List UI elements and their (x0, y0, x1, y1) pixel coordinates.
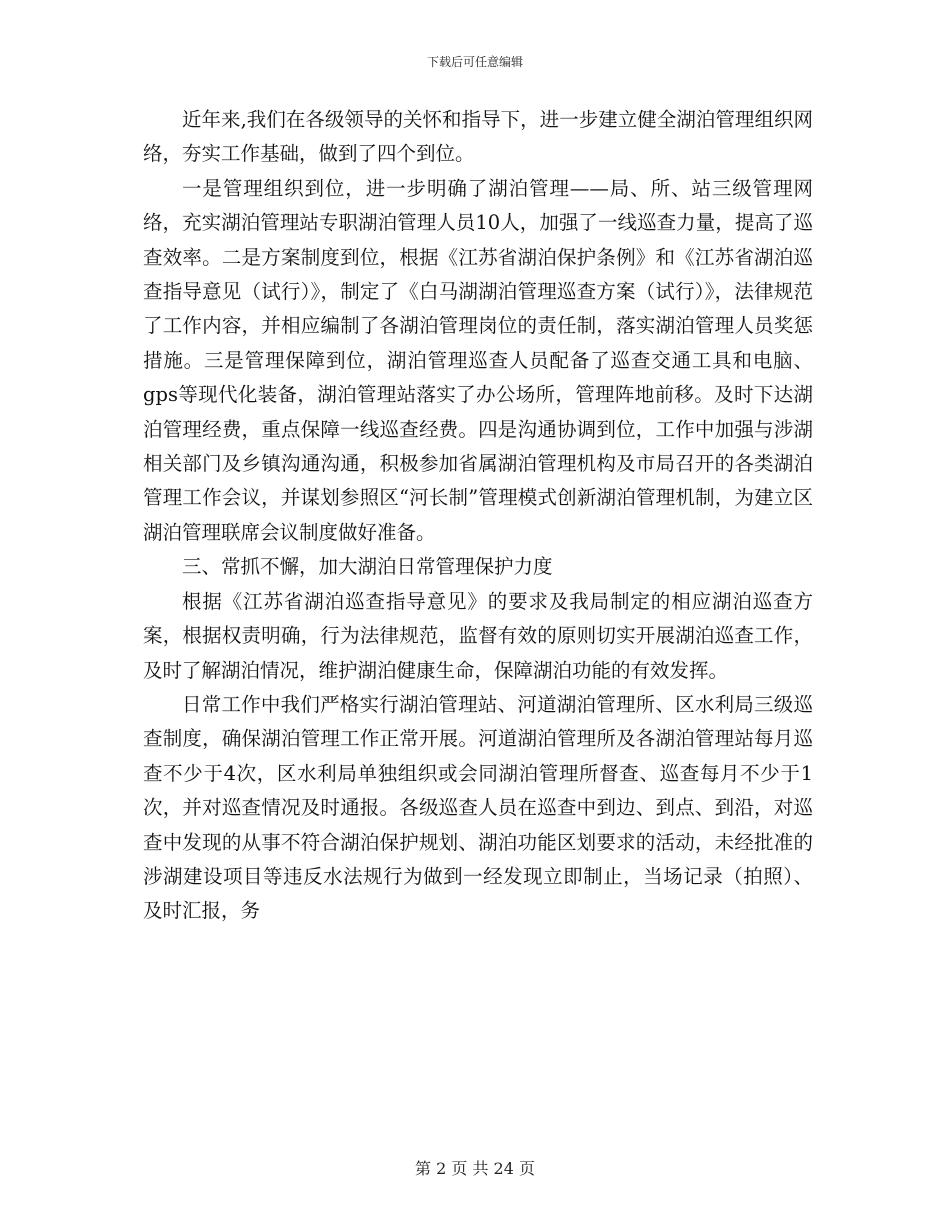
page-header-note: 下载后可任意编辑 (426, 55, 523, 69)
paragraph-four-measures: 一是管理组织到位，进一步明确了湖泊管理——局、所、站三级管理网络，充实湖泊管理站专职湖泊管理人员10人，加强了一线巡查力量，提高了巡查效率。二是方案制度到位，根据《江苏省湖泊保护条例》和《江苏省湖泊巡查指导意见（试行）》，制定了《白马湖湖泊管理巡查方案（试行）》，法律规范了工作内容，并相应编制了各湖泊管理岗位的责任制，落实湖泊管理人员奖惩措施。三是管理保障到位，湖泊管理巡查人员配备了巡查交通工具和电脑、gps等现代化装备，湖泊管理站落实了办公场所，管理阵地前移。及时下达湖泊管理经费，重点保障一线巡查经费。四是沟通协调到位，工作中加强与涉湖相关部门及乡镇沟通沟通，积极参加省属湖泊管理机构及市局召开的各类湖泊管理工作会议，并谋划参照区“河长制”管理模式创新湖泊管理机制，为建立区湖泊管理联席会议制度做好准备。 (143, 176, 813, 544)
paragraph-intro: 近年来,我们在各级领导的关怀和指导下，进一步建立健全湖泊管理组织网络，夯实工作基础，做到了四个到位。 (143, 108, 813, 166)
document-body (143, 103, 813, 929)
page-number-footer: 第 2 页 共 24 页 (415, 1159, 535, 1178)
section-heading-3: 三、常抓不懈，加大湖泊日常管理保护力度 (182, 555, 553, 579)
paragraph-daily-inspection: 日常工作中我们严格实行湖泊管理站、河道湖泊管理所、区水利局三级巡查制度，确保湖泊管理工作正常开展。河道湖泊管理所及各湖泊管理站每月巡查不少于4次，区水利局单独组织或会同湖泊管理所督查、巡查每月不少于1次，并对巡查情况及时通报。各级巡查人员在巡查中到边、到点、到沿，对巡查中发现的从事不符合湖泊保护规划、湖泊功能区划要求的活动，未经批准的涉湖建设项目等违反水法规行为做到一经发现立即制止，当场记录（拍照）、及时汇报，务 (143, 692, 813, 923)
paragraph-inspection-guidance: 根据《江苏省湖泊巡查指导意见》的要求及我局制定的相应湖泊巡查方案，根据权责明确，行为法律规范，监督有效的原则切实开展湖泊巡查工作，及时了解湖泊情况，维护湖泊健康生命，保障湖泊功能的有效发挥。 (143, 589, 813, 682)
